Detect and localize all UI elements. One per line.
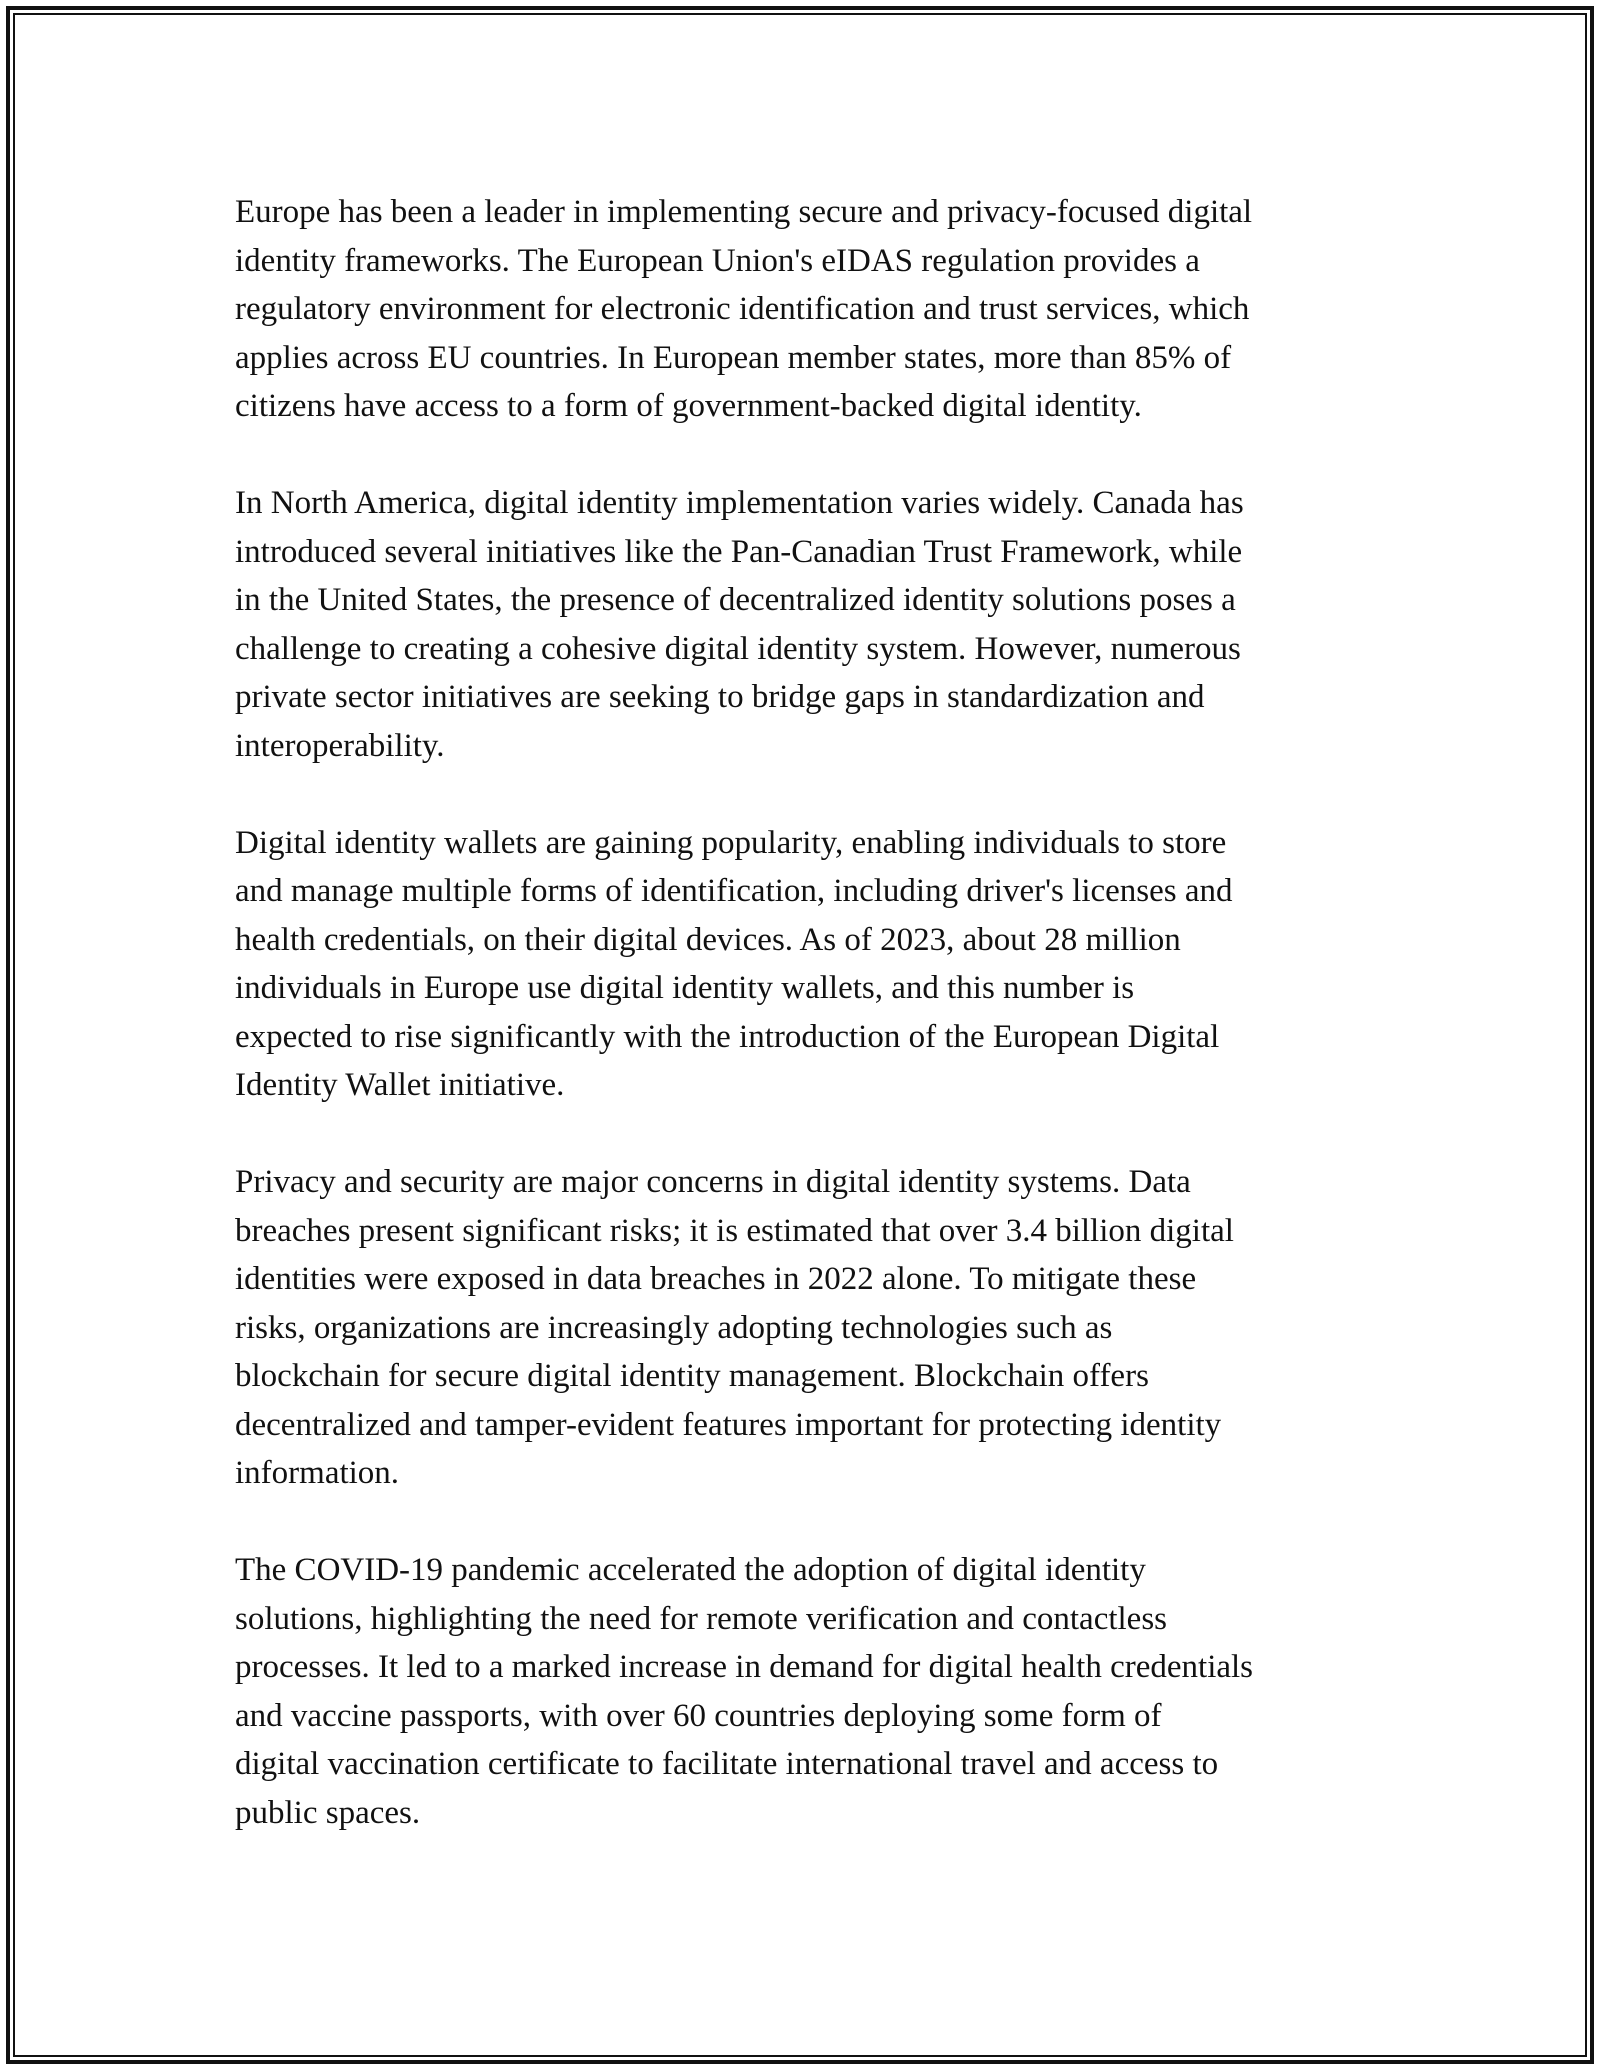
paragraph-north-america: In North America, digital identity implementation varies widely. Canada has introduced several initiatives like the Pan-Canadian Trust Framework, while in the United States, the presence of decentralized identity solutions poses a challenge to creating a cohesive digital identity system. However, numerous private sector initiatives are seeking to bridge gaps in standardization and interoperability. [235,485,1244,764]
document-body [235,188,1375,1837]
paragraph-privacy-security: Privacy and security are major concerns in digital identity systems. Data breaches present significant risks; it is estimated that over 3.4 billion digital identities were exposed in data breaches in 2022 alone. To mitigate these risks, organizations are increasingly adopting technologies such as blockchain for secure digital identity management. Blockchain offers decentralized and tamper-evident features important for protecting identity information. [235,1164,1234,1491]
paragraph-covid-19: The COVID-19 pandemic accelerated the adoption of digital identity solutions, highlighting the need for remote verification and contactless processes. It led to a marked increase in demand for digital health credentials and vaccine passports, with over 60 countries deploying some form of digital vaccination certificate to facilitate international travel and access to public spaces. [235,1552,1254,1831]
paragraph-europe: Europe has been a leader in implementing secure and privacy-focused digital identity frameworks. The European Union's eIDAS regulation provides a regulatory environment for electronic identification and trust services, which applies across EU countries. In European member states, more than 85% of citizens have access to a form of government-backed digital identity. [235,194,1253,424]
paragraph-identity-wallets: Digital identity wallets are gaining popularity, enabling individuals to store and manage multiple forms of identification, including driver's licenses and health credentials, on their digital devices. As of 2023, about 28 million individuals in Europe use digital identity wallets, and this number is expected to rise significantly with the introduction of the European Digital Identity Wallet initiative. [235,824,1233,1103]
